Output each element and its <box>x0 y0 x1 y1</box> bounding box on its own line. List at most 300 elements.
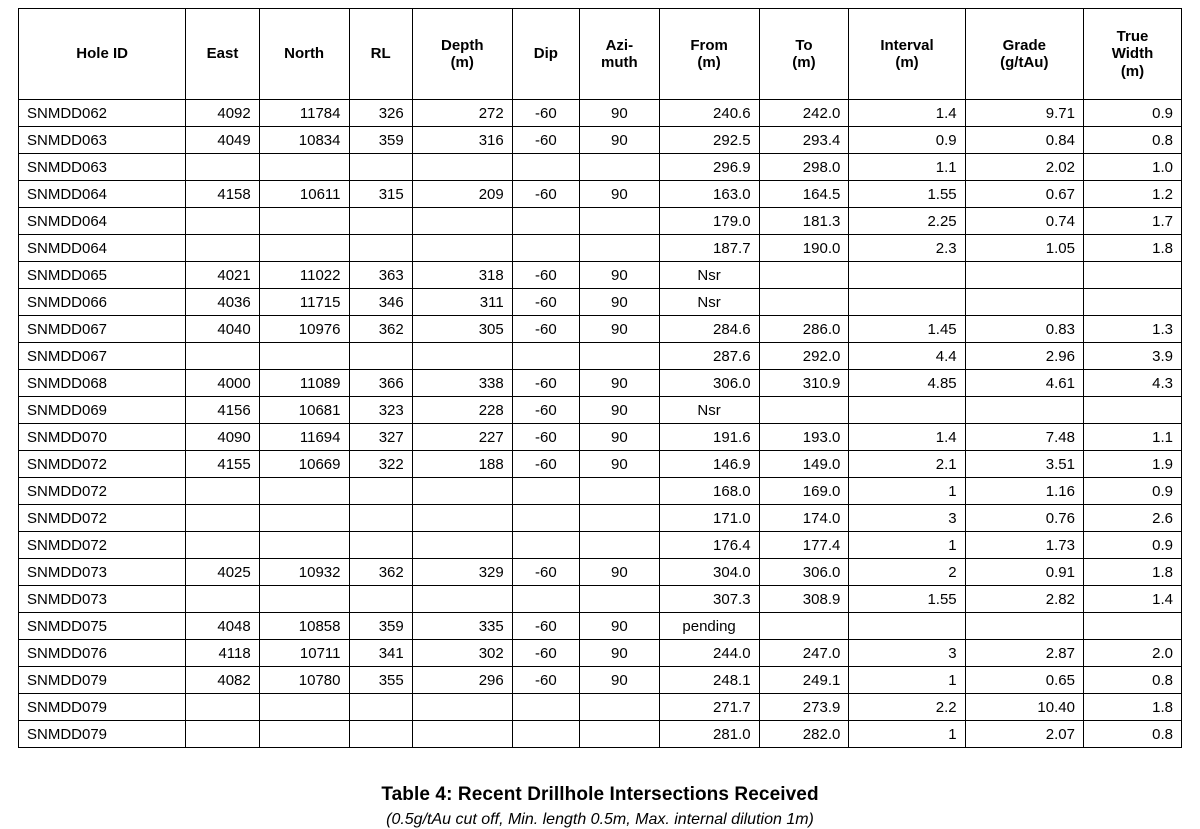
cell-grade <box>965 397 1083 424</box>
cell-from: Nsr <box>659 289 759 316</box>
table-row <box>19 154 1182 181</box>
column-header-line: Interval <box>880 36 934 54</box>
cell-azimuth: 90 <box>580 424 660 451</box>
cell-east: 4156 <box>186 397 259 424</box>
cell-hole_id: SNMDD065 <box>19 262 186 289</box>
cell-east: 4118 <box>186 640 259 667</box>
cell-rl: 323 <box>349 397 412 424</box>
cell-east: 4040 <box>186 316 259 343</box>
cell-true_width: 0.8 <box>1083 667 1181 694</box>
cell-hole_id: SNMDD073 <box>19 586 186 613</box>
cell-rl <box>349 586 412 613</box>
table-row <box>19 370 1182 397</box>
table-row <box>19 127 1182 154</box>
cell-grade: 10.40 <box>965 694 1083 721</box>
cell-east: 4049 <box>186 127 259 154</box>
table-row <box>19 343 1182 370</box>
cell-rl: 346 <box>349 289 412 316</box>
cell-to: 286.0 <box>759 316 849 343</box>
cell-azimuth <box>580 694 660 721</box>
column-header-line: Width <box>1111 45 1154 63</box>
cell-rl <box>349 505 412 532</box>
cell-east <box>186 235 259 262</box>
caption-subtitle: (0.5g/tAu cut off, Min. length 0.5m, Max. internal dilution 1m) <box>386 811 814 828</box>
cell-dip: -60 <box>512 289 579 316</box>
column-header-line: RL <box>370 45 391 63</box>
cell-east <box>186 505 259 532</box>
cell-hole_id: SNMDD068 <box>19 370 186 397</box>
cell-hole_id: SNMDD069 <box>19 397 186 424</box>
cell-depth <box>412 343 512 370</box>
cell-to: 193.0 <box>759 424 849 451</box>
table-row <box>19 316 1182 343</box>
cell-dip: -60 <box>512 316 579 343</box>
cell-hole_id: SNMDD064 <box>19 235 186 262</box>
cell-interval: 3 <box>849 505 965 532</box>
cell-interval: 0.9 <box>849 127 965 154</box>
cell-dip: -60 <box>512 451 579 478</box>
cell-depth <box>412 694 512 721</box>
table-header <box>19 9 1182 100</box>
cell-interval: 4.85 <box>849 370 965 397</box>
cell-east: 4090 <box>186 424 259 451</box>
cell-azimuth <box>580 721 660 748</box>
cell-grade: 4.61 <box>965 370 1083 397</box>
cell-from: Nsr <box>659 262 759 289</box>
cell-grade: 0.91 <box>965 559 1083 586</box>
cell-true_width <box>1083 262 1181 289</box>
cell-to: 273.9 <box>759 694 849 721</box>
cell-from: 171.0 <box>659 505 759 532</box>
cell-north: 11089 <box>259 370 349 397</box>
cell-true_width: 0.9 <box>1083 100 1181 127</box>
cell-azimuth: 90 <box>580 451 660 478</box>
cell-from: pending <box>659 613 759 640</box>
cell-depth: 329 <box>412 559 512 586</box>
cell-rl <box>349 154 412 181</box>
cell-east <box>186 343 259 370</box>
cell-azimuth: 90 <box>580 289 660 316</box>
table-row <box>19 478 1182 505</box>
cell-hole_id: SNMDD079 <box>19 694 186 721</box>
cell-azimuth: 90 <box>580 370 660 397</box>
column-header-line: North <box>284 45 325 63</box>
cell-grade <box>965 289 1083 316</box>
cell-interval: 3 <box>849 640 965 667</box>
cell-to: 292.0 <box>759 343 849 370</box>
cell-grade: 9.71 <box>965 100 1083 127</box>
cell-hole_id: SNMDD066 <box>19 289 186 316</box>
cell-north <box>259 694 349 721</box>
cell-hole_id: SNMDD064 <box>19 208 186 235</box>
cell-interval: 1.55 <box>849 181 965 208</box>
cell-to: 298.0 <box>759 154 849 181</box>
table-row <box>19 397 1182 424</box>
table-row <box>19 694 1182 721</box>
cell-grade: 0.67 <box>965 181 1083 208</box>
column-header-line: (m) <box>1120 62 1145 80</box>
drillhole-intersections-table <box>18 8 1182 748</box>
cell-dip <box>512 694 579 721</box>
cell-interval: 2.2 <box>849 694 965 721</box>
cell-rl <box>349 721 412 748</box>
cell-dip <box>512 208 579 235</box>
cell-dip: -60 <box>512 640 579 667</box>
cell-north: 10780 <box>259 667 349 694</box>
table-row <box>19 208 1182 235</box>
cell-from: 146.9 <box>659 451 759 478</box>
cell-to: 181.3 <box>759 208 849 235</box>
cell-true_width <box>1083 613 1181 640</box>
cell-rl <box>349 208 412 235</box>
cell-depth <box>412 505 512 532</box>
cell-north: 10976 <box>259 316 349 343</box>
table-row <box>19 586 1182 613</box>
cell-from: 191.6 <box>659 424 759 451</box>
cell-to: 149.0 <box>759 451 849 478</box>
cell-rl <box>349 694 412 721</box>
cell-hole_id: SNMDD076 <box>19 640 186 667</box>
cell-depth: 318 <box>412 262 512 289</box>
cell-to: 164.5 <box>759 181 849 208</box>
cell-north: 10932 <box>259 559 349 586</box>
cell-grade: 1.16 <box>965 478 1083 505</box>
cell-from: 176.4 <box>659 532 759 559</box>
cell-dip <box>512 586 579 613</box>
cell-east: 4000 <box>186 370 259 397</box>
table-row <box>19 424 1182 451</box>
cell-dip <box>512 343 579 370</box>
cell-east: 4021 <box>186 262 259 289</box>
cell-east <box>186 208 259 235</box>
cell-north: 11022 <box>259 262 349 289</box>
cell-interval <box>849 262 965 289</box>
cell-interval <box>849 397 965 424</box>
column-header-line: (g/tAu) <box>1000 54 1049 71</box>
cell-north <box>259 208 349 235</box>
cell-from: 248.1 <box>659 667 759 694</box>
cell-north <box>259 721 349 748</box>
cell-depth: 209 <box>412 181 512 208</box>
cell-grade: 1.73 <box>965 532 1083 559</box>
cell-azimuth: 90 <box>580 559 660 586</box>
cell-dip <box>512 478 579 505</box>
cell-east <box>186 478 259 505</box>
cell-dip <box>512 532 579 559</box>
cell-interval: 1.55 <box>849 586 965 613</box>
cell-dip <box>512 235 579 262</box>
cell-true_width: 2.6 <box>1083 505 1181 532</box>
cell-depth <box>412 208 512 235</box>
cell-hole_id: SNMDD067 <box>19 316 186 343</box>
cell-grade: 2.96 <box>965 343 1083 370</box>
cell-dip: -60 <box>512 370 579 397</box>
cell-grade: 2.87 <box>965 640 1083 667</box>
cell-north: 11784 <box>259 100 349 127</box>
cell-hole_id: SNMDD063 <box>19 127 186 154</box>
cell-rl: 355 <box>349 667 412 694</box>
cell-rl: 363 <box>349 262 412 289</box>
table-header-row <box>19 9 1182 100</box>
cell-true_width: 1.8 <box>1083 694 1181 721</box>
cell-north: 10858 <box>259 613 349 640</box>
cell-grade: 3.51 <box>965 451 1083 478</box>
cell-from: 284.6 <box>659 316 759 343</box>
column-header-line: Azi- <box>605 36 634 54</box>
cell-interval: 1.45 <box>849 316 965 343</box>
cell-rl: 362 <box>349 559 412 586</box>
cell-depth <box>412 235 512 262</box>
cell-to: 249.1 <box>759 667 849 694</box>
cell-north <box>259 586 349 613</box>
cell-to: 282.0 <box>759 721 849 748</box>
cell-azimuth: 90 <box>580 397 660 424</box>
cell-azimuth: 90 <box>580 100 660 127</box>
cell-from: 163.0 <box>659 181 759 208</box>
cell-rl <box>349 478 412 505</box>
column-header-line: Dip <box>533 45 558 63</box>
cell-true_width: 1.4 <box>1083 586 1181 613</box>
cell-interval: 1.4 <box>849 100 965 127</box>
cell-grade <box>965 613 1083 640</box>
cell-dip: -60 <box>512 181 579 208</box>
cell-to: 177.4 <box>759 532 849 559</box>
cell-north <box>259 478 349 505</box>
column-header-azimuth <box>580 9 660 100</box>
cell-from: 304.0 <box>659 559 759 586</box>
cell-east <box>186 694 259 721</box>
cell-depth: 228 <box>412 397 512 424</box>
table-row <box>19 100 1182 127</box>
cell-to: 293.4 <box>759 127 849 154</box>
column-header-grade <box>965 9 1083 100</box>
cell-true_width <box>1083 397 1181 424</box>
cell-north <box>259 343 349 370</box>
cell-dip: -60 <box>512 127 579 154</box>
cell-grade: 2.82 <box>965 586 1083 613</box>
cell-true_width: 1.9 <box>1083 451 1181 478</box>
cell-north <box>259 154 349 181</box>
cell-east <box>186 532 259 559</box>
cell-azimuth <box>580 586 660 613</box>
cell-interval: 1 <box>849 478 965 505</box>
column-header-line: (m) <box>895 54 919 71</box>
cell-grade: 0.74 <box>965 208 1083 235</box>
table-row <box>19 721 1182 748</box>
cell-east <box>186 721 259 748</box>
cell-depth <box>412 154 512 181</box>
cell-dip: -60 <box>512 667 579 694</box>
cell-depth <box>412 478 512 505</box>
cell-hole_id: SNMDD072 <box>19 451 186 478</box>
cell-north <box>259 532 349 559</box>
cell-east: 4048 <box>186 613 259 640</box>
cell-interval: 2.3 <box>849 235 965 262</box>
cell-from: 244.0 <box>659 640 759 667</box>
table-row <box>19 235 1182 262</box>
cell-hole_id: SNMDD062 <box>19 100 186 127</box>
cell-true_width: 1.8 <box>1083 559 1181 586</box>
column-header-interval <box>849 9 965 100</box>
cell-depth: 305 <box>412 316 512 343</box>
cell-to: 306.0 <box>759 559 849 586</box>
cell-rl: 366 <box>349 370 412 397</box>
cell-north: 10681 <box>259 397 349 424</box>
cell-dip <box>512 505 579 532</box>
cell-hole_id: SNMDD079 <box>19 721 186 748</box>
column-header-east <box>186 9 259 100</box>
cell-true_width: 1.0 <box>1083 154 1181 181</box>
cell-north: 10611 <box>259 181 349 208</box>
cell-rl <box>349 532 412 559</box>
cell-north: 10834 <box>259 127 349 154</box>
cell-rl: 326 <box>349 100 412 127</box>
cell-dip: -60 <box>512 100 579 127</box>
cell-interval: 2.1 <box>849 451 965 478</box>
cell-dip <box>512 721 579 748</box>
cell-depth: 227 <box>412 424 512 451</box>
cell-interval: 1.4 <box>849 424 965 451</box>
cell-depth: 316 <box>412 127 512 154</box>
cell-east: 4036 <box>186 289 259 316</box>
cell-depth <box>412 532 512 559</box>
cell-from: 187.7 <box>659 235 759 262</box>
table-row <box>19 559 1182 586</box>
table-caption <box>18 784 1182 829</box>
cell-to: 169.0 <box>759 478 849 505</box>
cell-rl: 359 <box>349 613 412 640</box>
cell-dip: -60 <box>512 613 579 640</box>
cell-depth: 335 <box>412 613 512 640</box>
cell-to <box>759 613 849 640</box>
cell-azimuth: 90 <box>580 127 660 154</box>
cell-rl <box>349 343 412 370</box>
cell-dip: -60 <box>512 424 579 451</box>
cell-north: 11715 <box>259 289 349 316</box>
cell-hole_id: SNMDD073 <box>19 559 186 586</box>
cell-dip: -60 <box>512 262 579 289</box>
cell-east: 4155 <box>186 451 259 478</box>
cell-hole_id: SNMDD067 <box>19 343 186 370</box>
cell-to <box>759 262 849 289</box>
column-header-depth <box>412 9 512 100</box>
cell-hole_id: SNMDD070 <box>19 424 186 451</box>
cell-azimuth: 90 <box>580 316 660 343</box>
cell-grade: 0.84 <box>965 127 1083 154</box>
column-header-line: muth <box>600 54 638 71</box>
cell-azimuth <box>580 208 660 235</box>
caption-title: Table 4: Recent Drillhole Intersections Received <box>381 784 819 805</box>
cell-from: Nsr <box>659 397 759 424</box>
column-header-true-width <box>1083 9 1181 100</box>
cell-interval: 2 <box>849 559 965 586</box>
table-row <box>19 667 1182 694</box>
column-header-line: Hole ID <box>76 45 128 63</box>
cell-rl: 327 <box>349 424 412 451</box>
cell-from: 307.3 <box>659 586 759 613</box>
cell-north <box>259 505 349 532</box>
cell-true_width: 1.7 <box>1083 208 1181 235</box>
cell-from: 168.0 <box>659 478 759 505</box>
cell-grade: 0.65 <box>965 667 1083 694</box>
cell-east: 4025 <box>186 559 259 586</box>
column-header-to <box>759 9 849 100</box>
cell-azimuth: 90 <box>580 613 660 640</box>
cell-rl <box>349 235 412 262</box>
cell-rl: 341 <box>349 640 412 667</box>
cell-true_width: 1.2 <box>1083 181 1181 208</box>
table-row <box>19 262 1182 289</box>
cell-east <box>186 586 259 613</box>
cell-from: 271.7 <box>659 694 759 721</box>
cell-true_width: 0.9 <box>1083 478 1181 505</box>
cell-grade <box>965 262 1083 289</box>
table-row <box>19 451 1182 478</box>
cell-true_width: 3.9 <box>1083 343 1181 370</box>
cell-east <box>186 154 259 181</box>
table-row <box>19 181 1182 208</box>
cell-dip: -60 <box>512 397 579 424</box>
cell-depth: 338 <box>412 370 512 397</box>
cell-hole_id: SNMDD064 <box>19 181 186 208</box>
cell-grade: 7.48 <box>965 424 1083 451</box>
cell-azimuth <box>580 478 660 505</box>
cell-from: 287.6 <box>659 343 759 370</box>
cell-east: 4082 <box>186 667 259 694</box>
cell-from: 179.0 <box>659 208 759 235</box>
cell-azimuth <box>580 154 660 181</box>
cell-north <box>259 235 349 262</box>
cell-grade: 1.05 <box>965 235 1083 262</box>
cell-azimuth <box>580 343 660 370</box>
column-header-from <box>659 9 759 100</box>
column-header-line: East <box>206 45 239 63</box>
cell-true_width: 1.3 <box>1083 316 1181 343</box>
cell-hole_id: SNMDD063 <box>19 154 186 181</box>
cell-from: 306.0 <box>659 370 759 397</box>
cell-interval: 1 <box>849 667 965 694</box>
cell-north: 11694 <box>259 424 349 451</box>
cell-hole_id: SNMDD072 <box>19 532 186 559</box>
cell-depth: 296 <box>412 667 512 694</box>
table-row <box>19 289 1182 316</box>
cell-grade: 2.02 <box>965 154 1083 181</box>
cell-from: 296.9 <box>659 154 759 181</box>
column-header-line: From <box>690 36 728 54</box>
cell-azimuth: 90 <box>580 667 660 694</box>
cell-depth: 311 <box>412 289 512 316</box>
column-header-hole-id <box>19 9 186 100</box>
cell-east: 4092 <box>186 100 259 127</box>
column-header-line: (m) <box>697 54 721 71</box>
cell-hole_id: SNMDD079 <box>19 667 186 694</box>
table-body <box>19 100 1182 748</box>
cell-true_width: 0.9 <box>1083 532 1181 559</box>
cell-azimuth: 90 <box>580 181 660 208</box>
cell-true_width: 2.0 <box>1083 640 1181 667</box>
cell-azimuth: 90 <box>580 262 660 289</box>
cell-to: 247.0 <box>759 640 849 667</box>
cell-to: 242.0 <box>759 100 849 127</box>
cell-from: 240.6 <box>659 100 759 127</box>
table-row <box>19 613 1182 640</box>
cell-rl: 359 <box>349 127 412 154</box>
cell-hole_id: SNMDD072 <box>19 505 186 532</box>
cell-hole_id: SNMDD072 <box>19 478 186 505</box>
cell-north: 10711 <box>259 640 349 667</box>
cell-interval: 4.4 <box>849 343 965 370</box>
cell-interval: 1 <box>849 721 965 748</box>
